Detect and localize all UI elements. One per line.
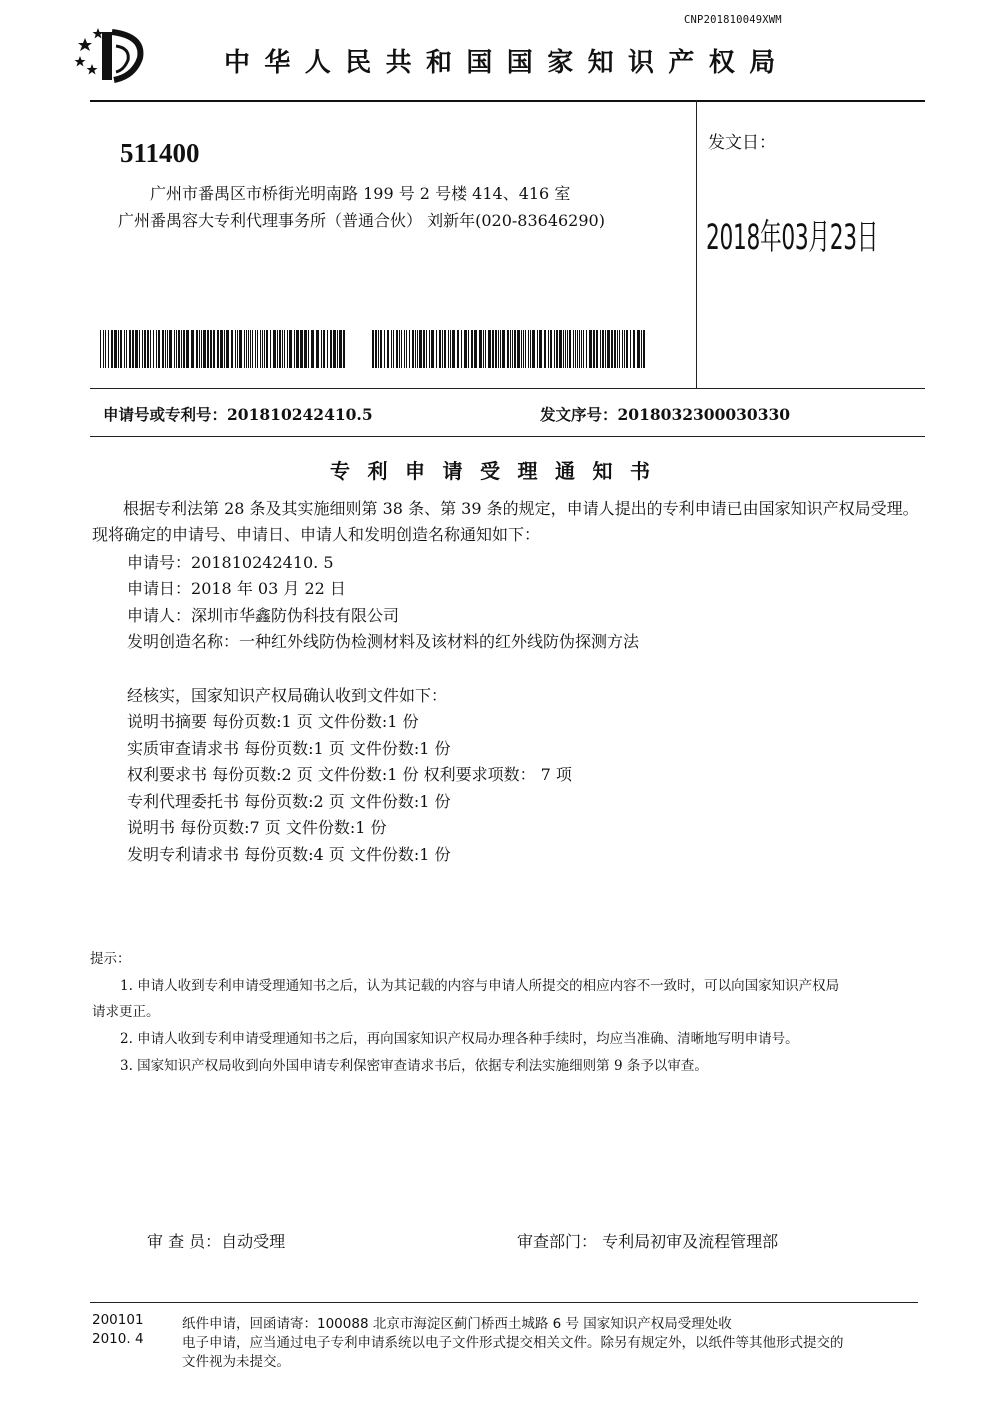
issue-date-stamp: 2018年03月23日 bbox=[706, 218, 879, 258]
note-item: 3. 国家知识产权局收到向外国申请专利保密审查请求书后，依据专利法实施细则第 9 条予以审查。 bbox=[120, 1058, 708, 1074]
document-item: 说明书摘要 每份页数:1 页 文件份数:1 份 bbox=[127, 712, 419, 731]
document-item: 发明专利请求书 每份页数:4 页 文件份数:1 份 bbox=[127, 845, 451, 864]
field-invention-title bbox=[127, 629, 639, 652]
field-applicant bbox=[127, 603, 399, 626]
document-item: 说明书 每份页数:7 页 文件份数:1 份 bbox=[127, 818, 387, 837]
notice-title: 专利申请受理通知书 bbox=[330, 459, 668, 483]
document-item: 权利要求书 每份页数:2 页 文件份数:1 份 权利要求项数： 7 项 bbox=[127, 765, 572, 784]
field-value: 一种红外线防伪检测材料及该材料的红外线防伪探测方法 bbox=[239, 632, 640, 651]
serial-number-value: 2018032300030330 bbox=[617, 405, 791, 424]
examiner: 审 查 员：自动受理 bbox=[147, 1232, 286, 1251]
header-divider bbox=[696, 100, 697, 388]
field-value: 2018 年 03 月 22 日 bbox=[191, 579, 346, 598]
field-value: 201810242410. 5 bbox=[191, 553, 334, 572]
notice-paragraph: 根据专利法第 28 条及其实施细则第 38 条、第 39 条的规定，申请人提出的专利申请已由国家知识产权局受理。现将确定的申请号、申请日、申请人和发明创造名称通知如下： bbox=[92, 499, 919, 544]
document-item: 实质审查请求书 每份页数:1 页 文件份数:1 份 bbox=[127, 739, 451, 758]
barcode-icon bbox=[100, 330, 645, 368]
header-rule bbox=[90, 100, 925, 102]
recipient-address: 广州市番禺区市桥街光明南路 199 号 2 号楼 414、416 室 bbox=[150, 184, 571, 203]
footer-electronic-instructions: 电子申请，应当通过电子专利申请系统以电子文件形式提交相关文件。除另有规定外，以纸件等其他形式提交的 bbox=[182, 1335, 844, 1351]
form-number: 200101 bbox=[92, 1312, 144, 1328]
serial-number-row bbox=[540, 403, 790, 425]
field-application-date bbox=[127, 576, 346, 599]
notes-heading: 提示： bbox=[90, 951, 131, 967]
footer-electronic-instructions-cont: 文件视为未提交。 bbox=[182, 1354, 290, 1370]
note-item-continuation: 请求更正。 bbox=[92, 1004, 160, 1020]
field-label: 发明创造名称： bbox=[127, 632, 240, 651]
examination-department: 审查部门： 专利局初审及流程管理部 bbox=[517, 1232, 779, 1251]
document-code: CNP201810049XWM bbox=[684, 14, 782, 26]
footer-rule bbox=[90, 1302, 918, 1303]
field-label: 申请人： bbox=[127, 606, 192, 625]
address-block-rule bbox=[90, 388, 925, 389]
footer-mail-instructions: 纸件申请，回函请寄：100088 北京市海淀区蓟门桥西土城路 6 号 国家知识产权局受理处收 bbox=[182, 1316, 732, 1332]
serial-number-label: 发文序号： bbox=[540, 405, 618, 424]
sipo-logo-icon bbox=[72, 24, 152, 84]
field-value: 深圳市华鑫防伪科技有限公司 bbox=[191, 606, 400, 625]
agency-name: 中华人民共和国国家知识产权局 bbox=[224, 48, 790, 78]
field-label: 申请日： bbox=[127, 579, 192, 598]
application-number-value: 201810242410.5 bbox=[227, 405, 373, 424]
note-item: 1. 申请人收到专利申请受理通知书之后，认为其记载的内容与申请人所提交的相应内容不一致时，可以向国家知识产权局 bbox=[120, 978, 840, 994]
confirm-intro: 经核实，国家知识产权局确认收到文件如下： bbox=[127, 686, 448, 705]
note-item: 2. 申请人收到专利申请受理通知书之后，再向国家知识产权局办理各种手续时，均应当准确、清晰地写明申请号。 bbox=[120, 1031, 799, 1047]
reference-rule bbox=[90, 436, 925, 437]
field-label: 申请号： bbox=[127, 553, 192, 572]
field-application-number bbox=[127, 550, 334, 573]
document-item: 专利代理委托书 每份页数:2 页 文件份数:1 份 bbox=[127, 792, 451, 811]
application-number-label: 申请号或专利号： bbox=[103, 405, 228, 424]
application-number-row bbox=[103, 403, 373, 425]
issue-date-label: 发文日： bbox=[708, 133, 776, 153]
form-version: 2010. 4 bbox=[92, 1331, 144, 1347]
recipient-agent: 广州番禺容大专利代理事务所（普通合伙） 刘新年(020-83646290) bbox=[118, 211, 605, 230]
postal-code: 511400 bbox=[120, 138, 200, 168]
